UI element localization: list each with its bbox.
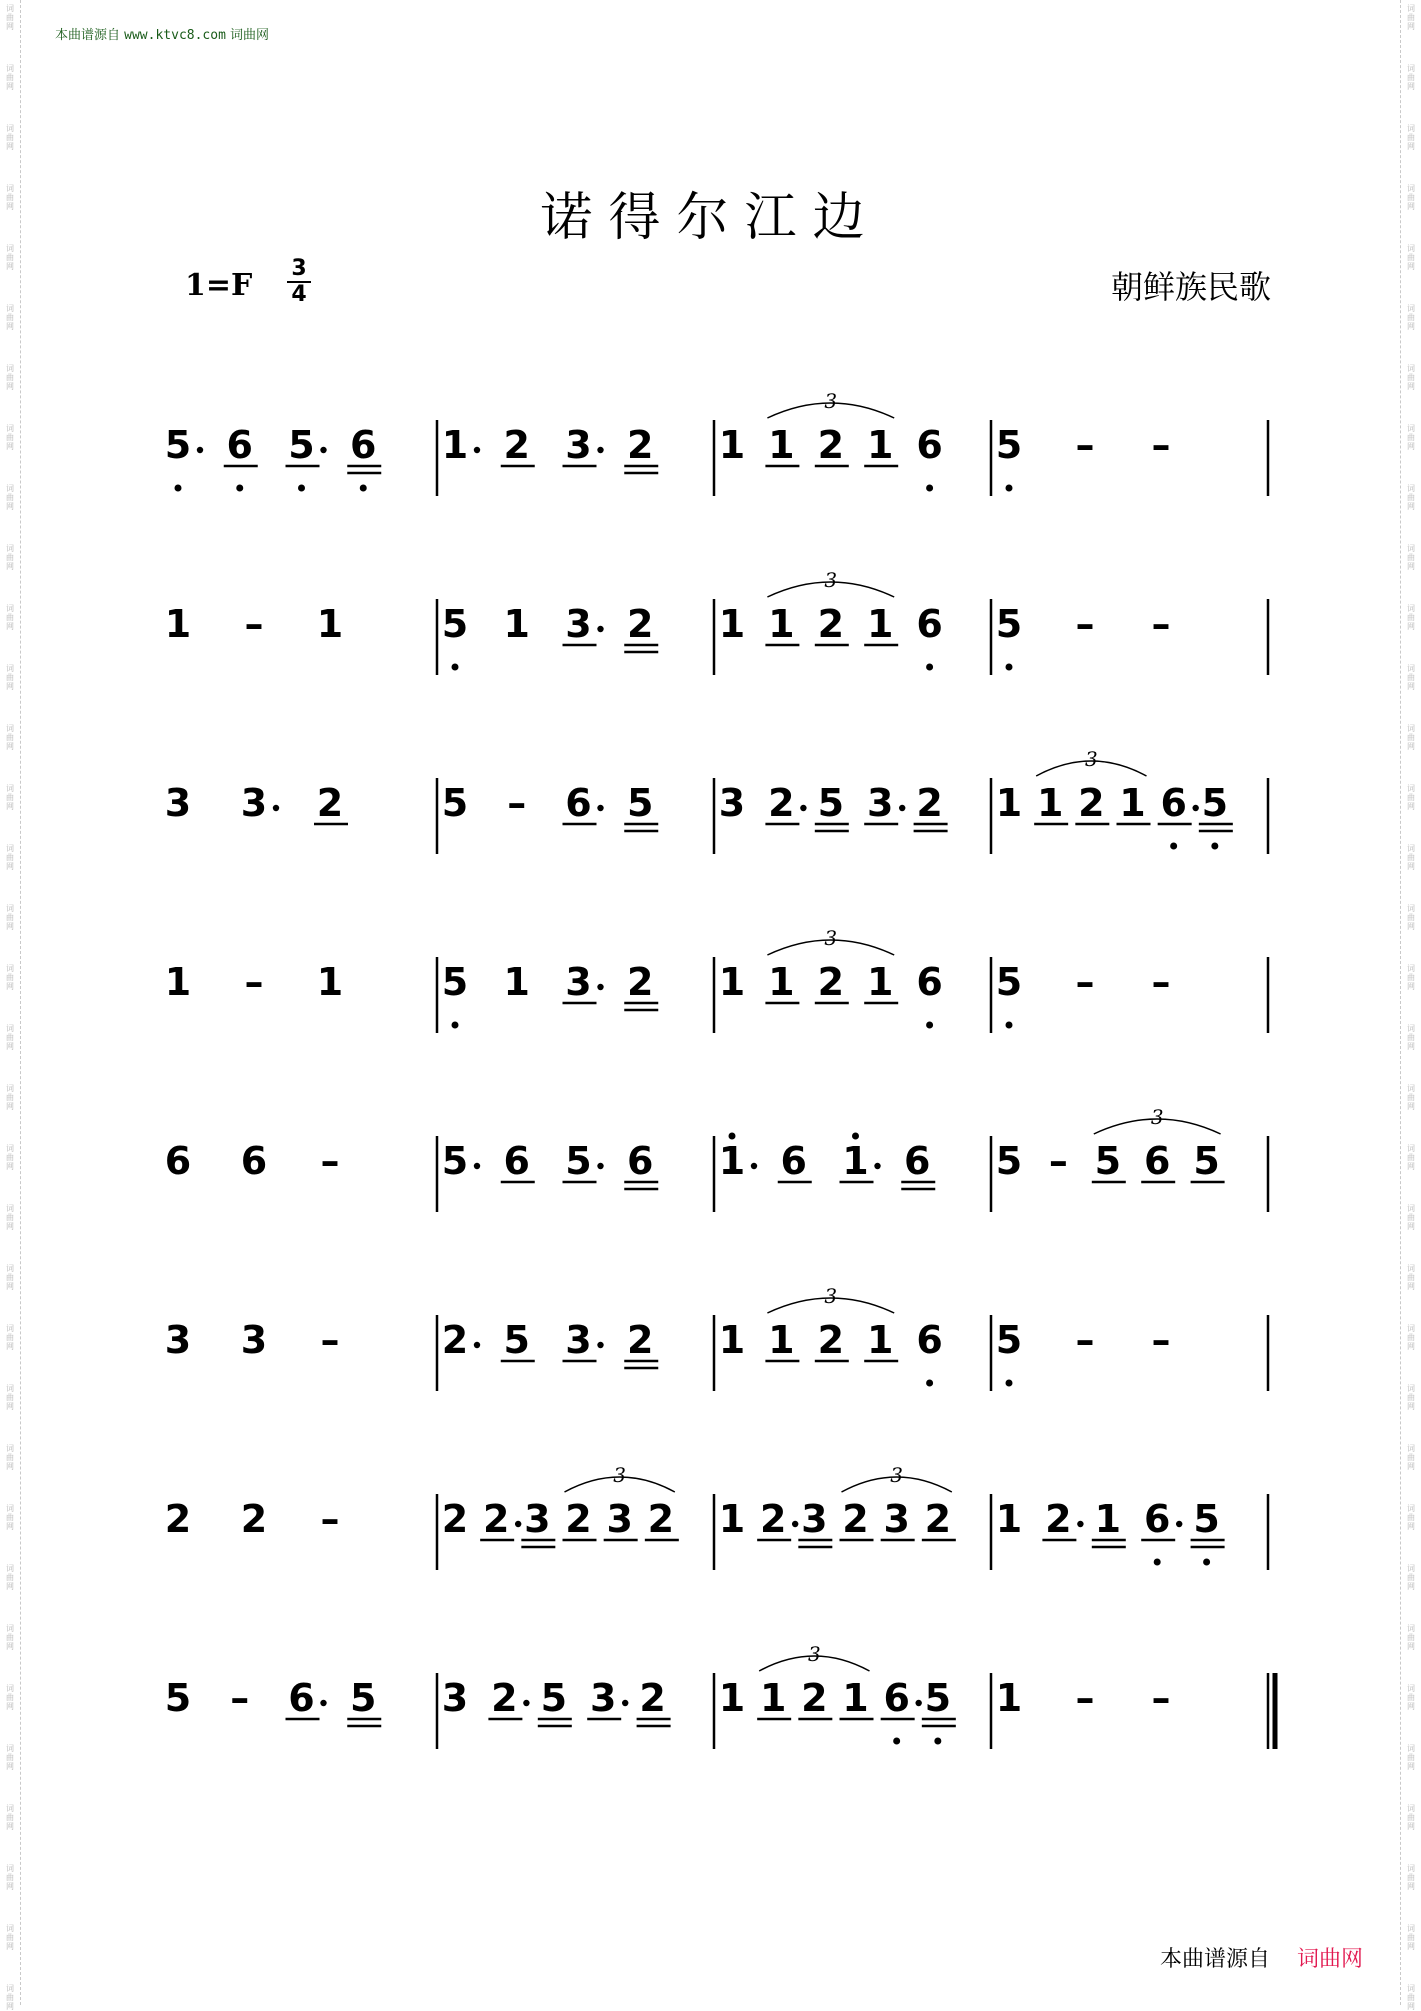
note: –	[507, 781, 527, 825]
note: –	[320, 1497, 340, 1541]
note: 1	[718, 1676, 746, 1720]
augmentation-dot	[597, 1163, 603, 1169]
note: 1	[441, 423, 469, 467]
watermark-tile: 词 曲 网	[6, 1024, 14, 1051]
note: 3	[164, 1318, 192, 1362]
watermark-tile: 词 曲 网	[6, 904, 14, 931]
note: 3	[565, 602, 592, 646]
watermark-tile: 词 曲 网	[1407, 1744, 1415, 1771]
augmentation-dot	[523, 1700, 529, 1706]
augmentation-dot	[273, 805, 279, 811]
key-label: 1=F	[185, 268, 253, 303]
watermark-tile: 词 曲 网	[1407, 1084, 1415, 1111]
note: 1	[842, 1139, 869, 1183]
note: 5	[1193, 1497, 1220, 1541]
augmentation-dot	[751, 1163, 757, 1169]
note: 2	[639, 1676, 666, 1720]
watermark-tile: 词 曲 网	[1407, 844, 1415, 871]
low-octave-dot	[1006, 1380, 1013, 1387]
note: 2	[441, 1318, 469, 1362]
note: 1	[316, 960, 344, 1004]
watermark-tile: 词 曲 网	[1407, 1624, 1415, 1651]
watermark-tile: 词 曲 网	[1407, 1924, 1415, 1951]
watermark-tile: 词 曲 网	[6, 1504, 14, 1531]
footer-source-label: 本曲谱源自	[1159, 1947, 1270, 1972]
header-source-label: 本曲谱源自	[55, 28, 121, 43]
note: 2	[817, 960, 845, 1004]
note: 1	[768, 423, 795, 467]
low-octave-dot	[934, 1738, 941, 1745]
low-octave-dot	[1006, 485, 1013, 492]
note: 5	[1193, 1139, 1220, 1183]
augmentation-dot	[915, 1700, 921, 1706]
note: 2	[1078, 781, 1105, 825]
note: 6	[565, 781, 592, 825]
note: –	[244, 602, 264, 646]
watermark-tile: 词 曲 网	[6, 664, 14, 691]
note: 3	[565, 1318, 592, 1362]
watermark-tile: 词 曲 网	[1407, 424, 1415, 451]
note: 5	[441, 602, 469, 646]
note: –	[1075, 423, 1095, 467]
watermark-tile: 词 曲 网	[1407, 4, 1415, 31]
note: 6	[916, 1318, 943, 1362]
note: 5	[995, 1139, 1023, 1183]
low-octave-dot	[1203, 1559, 1210, 1566]
note: –	[244, 960, 264, 1004]
watermark-tile: 词 曲 网	[1407, 124, 1415, 151]
note: 2	[842, 1497, 869, 1541]
note: 3	[524, 1497, 551, 1541]
note: 5	[503, 1318, 530, 1362]
note: 2	[817, 1318, 845, 1362]
watermark-tile: 词 曲 网	[1407, 664, 1415, 691]
note: 1	[768, 960, 795, 1004]
low-octave-dot	[175, 485, 182, 492]
watermark-tile: 词 曲 网	[6, 484, 14, 511]
watermark-tile: 词 曲 网	[6, 604, 14, 631]
watermark-tile: 词 曲 网	[1407, 1264, 1415, 1291]
note: 1	[503, 602, 530, 646]
note: –	[1151, 423, 1171, 467]
augmentation-dot	[320, 1700, 326, 1706]
triplet-number: 3	[1084, 747, 1098, 771]
note: 2	[759, 1497, 787, 1541]
note: 2	[817, 602, 845, 646]
augmentation-dot	[874, 1163, 880, 1169]
note: 2	[441, 1497, 469, 1541]
watermark-tile: 词 曲 网	[6, 304, 14, 331]
note: 6	[164, 1139, 192, 1183]
note: 2	[482, 1497, 510, 1541]
watermark-tile: 词 曲 网	[6, 424, 14, 451]
watermark-tile: 词 曲 网	[1407, 724, 1415, 751]
high-octave-dot	[729, 1133, 736, 1140]
note: 3	[718, 781, 746, 825]
augmentation-dot	[197, 447, 203, 453]
note: 1	[718, 423, 746, 467]
watermark-tile: 词 曲 网	[6, 1384, 14, 1411]
header-site-url[interactable]: www.ktvc8.com	[124, 28, 226, 43]
note: 5	[1201, 781, 1229, 825]
note: 1	[995, 781, 1023, 825]
note: 1	[164, 602, 192, 646]
note: 6	[916, 602, 943, 646]
watermark-tile: 词 曲 网	[1407, 484, 1415, 511]
note: 5	[924, 1676, 952, 1720]
watermark-tile: 词 曲 网	[1407, 1444, 1415, 1471]
note: 5	[1094, 1139, 1122, 1183]
augmentation-dot	[1192, 805, 1198, 811]
note: 1	[768, 1318, 795, 1362]
watermark-tile: 词 曲 网	[6, 1924, 14, 1951]
note: 1	[866, 423, 894, 467]
note: 1	[759, 1676, 787, 1720]
watermark-tile: 词 曲 网	[6, 4, 14, 31]
header-site-name[interactable]: 词曲网	[230, 28, 270, 43]
watermark-tile: 词 曲 网	[6, 1564, 14, 1591]
note: 6	[883, 1676, 910, 1720]
note: 5	[350, 1676, 377, 1720]
triplet-number: 3	[890, 1463, 904, 1487]
note: 3	[883, 1497, 910, 1541]
watermark-tile: 词 曲 网	[1407, 1204, 1415, 1231]
note: 2	[565, 1497, 592, 1541]
note: 6	[240, 1139, 268, 1183]
note: 2	[627, 602, 654, 646]
note: 1	[995, 1676, 1023, 1720]
note: 1	[718, 1497, 746, 1541]
augmentation-dot	[597, 984, 603, 990]
watermark-tile: 词 曲 网	[1407, 1024, 1415, 1051]
note: 6	[1143, 1497, 1171, 1541]
note: 5	[995, 1318, 1023, 1362]
note: 5	[995, 960, 1023, 1004]
watermark-tile: 词 曲 网	[6, 124, 14, 151]
low-octave-dot	[1006, 664, 1013, 671]
note: 1	[842, 1676, 869, 1720]
note: 3	[565, 423, 592, 467]
watermark-tile: 词 曲 网	[1407, 904, 1415, 931]
high-octave-dot	[852, 1133, 859, 1140]
watermark-tile: 词 曲 网	[6, 1444, 14, 1471]
watermark-tile: 词 曲 网	[6, 244, 14, 271]
footer-source	[1160, 1942, 1363, 1973]
note: 3	[589, 1676, 617, 1720]
note: 1	[718, 1318, 746, 1362]
augmentation-dot	[1077, 1521, 1083, 1527]
low-octave-dot	[452, 1022, 459, 1029]
note: 2	[801, 1676, 828, 1720]
note: –	[320, 1318, 340, 1362]
note: 2	[491, 1676, 518, 1720]
note: 2	[627, 1318, 654, 1362]
note: 3	[866, 781, 894, 825]
watermark-tile: 词 曲 网	[1407, 304, 1415, 331]
note: 5	[164, 423, 192, 467]
note: 3	[441, 1676, 469, 1720]
note: 6	[904, 1139, 931, 1183]
note: 1	[866, 960, 894, 1004]
footer-brand-link[interactable]: 词曲网	[1296, 1947, 1363, 1972]
watermark-tile: 词 曲 网	[1407, 1384, 1415, 1411]
note: 5	[995, 602, 1023, 646]
watermark-tile: 词 曲 网	[1407, 64, 1415, 91]
low-octave-dot	[926, 485, 933, 492]
watermark-tile: 词 曲 网	[6, 1804, 14, 1831]
triplet-number: 3	[1150, 1105, 1164, 1129]
note: 5	[565, 1139, 592, 1183]
watermark-tile: 词 曲 网	[1407, 1864, 1415, 1891]
note: –	[1075, 960, 1095, 1004]
note: 5	[817, 781, 845, 825]
triplet-number: 3	[824, 389, 838, 413]
triplet-number: 3	[824, 926, 838, 950]
note: 1	[768, 602, 795, 646]
low-octave-dot	[1211, 843, 1218, 850]
song-title: 诺得尔江边	[540, 187, 881, 248]
song-origin: 朝鲜族民歌	[1110, 268, 1271, 306]
low-octave-dot	[236, 485, 243, 492]
augmentation-dot	[320, 447, 326, 453]
watermark-tile: 词 曲 网	[6, 1684, 14, 1711]
note: 2	[627, 423, 654, 467]
augmentation-dot	[474, 447, 480, 453]
watermark-tile: 词 曲 网	[6, 1144, 14, 1171]
triplet-number: 3	[613, 1463, 627, 1487]
augmentation-dot	[597, 626, 603, 632]
augmentation-dot	[792, 1521, 798, 1527]
watermark-tile: 词 曲 网	[6, 844, 14, 871]
note: 6	[1143, 1139, 1171, 1183]
watermark-tile: 词 曲 网	[6, 1984, 14, 2011]
note: –	[1151, 602, 1171, 646]
note: 1	[164, 960, 192, 1004]
note: 1	[718, 602, 746, 646]
note: 3	[164, 781, 192, 825]
low-octave-dot	[1154, 1559, 1161, 1566]
note: 1	[316, 602, 344, 646]
augmentation-dot	[474, 1342, 480, 1348]
note: 6	[780, 1139, 807, 1183]
watermark-tile: 词 曲 网	[1407, 184, 1415, 211]
note: 5	[441, 781, 469, 825]
augmentation-dot	[515, 1521, 521, 1527]
watermark-tile: 词 曲 网	[1407, 1324, 1415, 1351]
note: 6	[288, 1676, 315, 1720]
watermark-tile: 词 曲 网	[1407, 544, 1415, 571]
augmentation-dot	[597, 1342, 603, 1348]
watermark-tile: 词 曲 网	[1407, 604, 1415, 631]
note: –	[1075, 1318, 1095, 1362]
watermark-tile: 词 曲 网	[1407, 1504, 1415, 1531]
note: 2	[503, 423, 530, 467]
note: 1	[866, 602, 894, 646]
low-octave-dot	[893, 1738, 900, 1745]
watermark-tile: 词 曲 网	[6, 1744, 14, 1771]
low-octave-dot	[360, 485, 367, 492]
note: –	[320, 1139, 340, 1183]
low-octave-dot	[926, 664, 933, 671]
note: 5	[627, 781, 654, 825]
note: 2	[817, 423, 845, 467]
note: 3	[606, 1497, 633, 1541]
note: –	[1075, 602, 1095, 646]
watermark-tile: 词 曲 网	[1407, 964, 1415, 991]
note: 6	[1160, 781, 1187, 825]
note: –	[230, 1676, 250, 1720]
note: –	[1151, 960, 1171, 1004]
note: 2	[924, 1497, 952, 1541]
watermark-tile: 词 曲 网	[6, 1264, 14, 1291]
watermark-tile: 词 曲 网	[6, 1864, 14, 1891]
note: 1	[1036, 781, 1064, 825]
time-denominator: 4	[291, 282, 307, 307]
note: 6	[916, 960, 943, 1004]
low-octave-dot	[1170, 843, 1177, 850]
low-octave-dot	[1006, 1022, 1013, 1029]
augmentation-dot	[597, 805, 603, 811]
note: 1	[1094, 1497, 1122, 1541]
note: 2	[240, 1497, 268, 1541]
augmentation-dot	[474, 1163, 480, 1169]
triplet-number: 3	[824, 1284, 838, 1308]
watermark-tile: 词 曲 网	[6, 1324, 14, 1351]
note: 1	[995, 1497, 1023, 1541]
watermark-tile: 词 曲 网	[6, 724, 14, 751]
note: 2	[1045, 1497, 1072, 1541]
watermark-tile: 词 曲 网	[1407, 1684, 1415, 1711]
note: 5	[288, 423, 315, 467]
note: 3	[240, 1318, 268, 1362]
note: 6	[916, 423, 943, 467]
note: 2	[316, 781, 344, 825]
triplet-number: 3	[807, 1642, 821, 1666]
watermark-tile: 词 曲 网	[1407, 1144, 1415, 1171]
note: 3	[801, 1497, 828, 1541]
note: 6	[226, 423, 253, 467]
watermark-tile: 词 曲 网	[1407, 1804, 1415, 1831]
note: –	[1075, 1676, 1095, 1720]
note: 3	[565, 960, 592, 1004]
watermark-tile: 词 曲 网	[6, 64, 14, 91]
note: 1	[718, 1139, 746, 1183]
low-octave-dot	[298, 485, 305, 492]
note: 2	[916, 781, 943, 825]
watermark-tile: 词 曲 网	[1407, 244, 1415, 271]
note: 1	[866, 1318, 894, 1362]
watermark-tile: 词 曲 网	[6, 1204, 14, 1231]
note: –	[1151, 1318, 1171, 1362]
note: –	[1048, 1139, 1068, 1183]
augmentation-dot	[1176, 1521, 1182, 1527]
note: 2	[627, 960, 654, 1004]
note: 5	[540, 1676, 568, 1720]
augmentation-dot	[800, 805, 806, 811]
note: 5	[164, 1676, 192, 1720]
watermark-tile: 词 曲 网	[6, 1624, 14, 1651]
note: 5	[441, 960, 469, 1004]
triplet-number: 3	[824, 568, 838, 592]
watermark-tile: 词 曲 网	[6, 184, 14, 211]
note: 2	[164, 1497, 192, 1541]
time-numerator: 3	[291, 256, 307, 281]
note: 5	[995, 423, 1023, 467]
note: 5	[441, 1139, 469, 1183]
note: 6	[503, 1139, 530, 1183]
low-octave-dot	[452, 664, 459, 671]
watermark-tile: 词 曲 网	[6, 964, 14, 991]
watermark-tile: 词 曲 网	[6, 1084, 14, 1111]
note: –	[1151, 1676, 1171, 1720]
watermark-tile: 词 曲 网	[6, 544, 14, 571]
note: 2	[647, 1497, 675, 1541]
augmentation-dot	[622, 1700, 628, 1706]
augmentation-dot	[899, 805, 905, 811]
low-octave-dot	[926, 1022, 933, 1029]
note: 3	[240, 781, 268, 825]
note: 1	[718, 960, 746, 1004]
note: 6	[350, 423, 377, 467]
watermark-tile: 词 曲 网	[1407, 364, 1415, 391]
watermark-tile: 词 曲 网	[6, 364, 14, 391]
watermark-tile: 词 曲 网	[1407, 1564, 1415, 1591]
note: 2	[768, 781, 795, 825]
note: 6	[627, 1139, 654, 1183]
watermark-tile: 词 曲 网	[6, 784, 14, 811]
augmentation-dot	[597, 447, 603, 453]
note: 1	[1119, 781, 1146, 825]
watermark-tile: 词 曲 网	[1407, 1984, 1415, 2011]
watermark-tile: 词 曲 网	[1407, 784, 1415, 811]
low-octave-dot	[926, 1380, 933, 1387]
note: 1	[503, 960, 530, 1004]
